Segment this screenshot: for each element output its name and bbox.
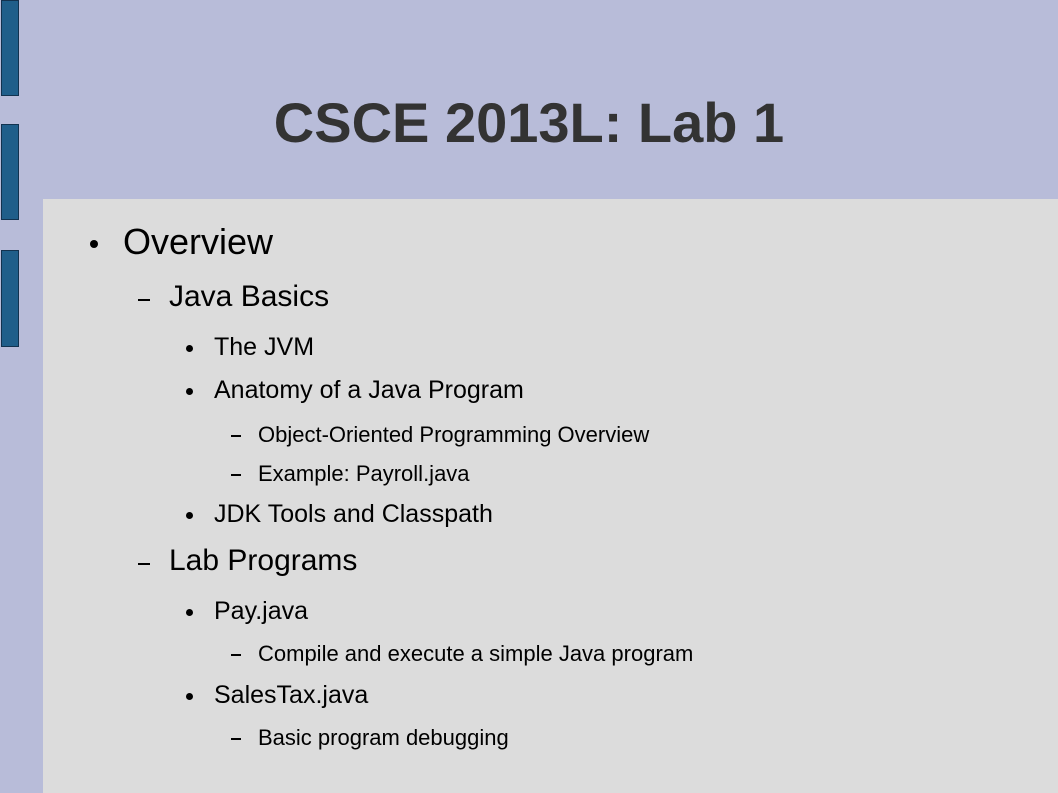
- bullet-dot-icon: [186, 693, 193, 700]
- bullet-dot-icon: [186, 512, 193, 519]
- dash-icon: [231, 474, 241, 476]
- outline-item-text: Compile and execute a simple Java program: [258, 641, 694, 666]
- outline-item-text: JDK Tools and Classpath: [214, 500, 493, 528]
- side-decoration-bar: [1, 250, 19, 347]
- outline-item-text: SalesTax.java: [214, 681, 369, 709]
- dash-icon: [138, 563, 150, 565]
- bullet-dot-icon: [186, 388, 193, 395]
- dash-icon: [231, 435, 241, 437]
- dash-icon: [231, 654, 241, 656]
- outline-item-text: Object-Oriented Programming Overview: [258, 422, 650, 447]
- dash-icon: [138, 299, 150, 301]
- outline-item-text: The JVM: [214, 333, 315, 361]
- outline-item-text: Lab Programs: [169, 544, 358, 577]
- outline-item-text: Java Basics: [169, 280, 330, 313]
- side-decoration-bar: [1, 0, 19, 96]
- slide-title: CSCE 2013L: Lab 1: [273, 91, 785, 154]
- outline-item-text: Overview: [123, 221, 274, 262]
- outline-item-text: Pay.java: [214, 597, 309, 625]
- bullet-dot-icon: [186, 609, 193, 616]
- dash-icon: [231, 738, 241, 740]
- outline-item-text: Anatomy of a Java Program: [214, 376, 524, 404]
- slide-content-area: [43, 199, 1058, 793]
- bullet-dot-icon: [90, 240, 98, 248]
- outline-item-text: Example: Payroll.java: [258, 461, 470, 486]
- outline-item-text: Basic program debugging: [258, 725, 509, 750]
- bullet-dot-icon: [186, 345, 193, 352]
